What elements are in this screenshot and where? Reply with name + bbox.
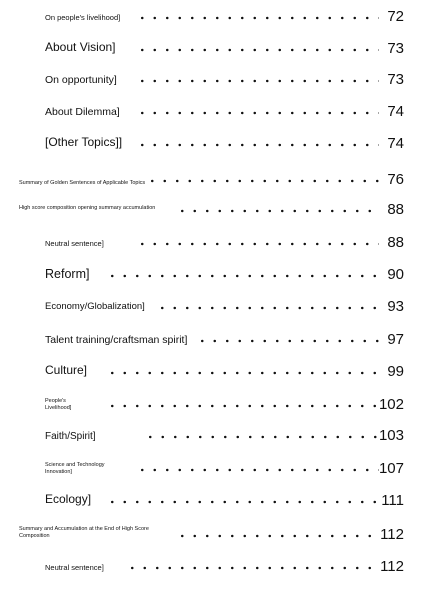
dot-leader	[136, 16, 379, 20]
dot-leader	[106, 274, 379, 278]
toc-entry-label: Science and Technology Innovation]	[45, 462, 105, 475]
toc-entry-page: 97	[387, 331, 404, 348]
dot-leader	[176, 534, 379, 538]
toc-entry-label: [Other Topics]]	[45, 135, 123, 150]
toc-entry-label: Ecology]	[45, 492, 92, 507]
toc-entry-page: 74	[387, 103, 404, 120]
toc-entry-label: High score composition opening summary accumulation	[19, 204, 156, 211]
dot-leader	[106, 371, 379, 375]
toc-entry-label: About Dilemma]	[45, 105, 120, 118]
toc-entry-page: 76	[387, 171, 404, 188]
toc-entry-label: Neutral sentence]	[45, 563, 104, 573]
toc-entry	[0, 325, 429, 349]
dot-leader	[106, 500, 379, 504]
dot-leader	[126, 566, 379, 570]
toc-entry	[0, 388, 429, 414]
dot-leader	[144, 435, 379, 439]
toc-entry-page: 112	[380, 526, 404, 543]
toc-entry-page: 107	[378, 460, 404, 477]
toc-entry-label: Summary of Golden Sentences of Applicable Topics	[19, 179, 146, 186]
dot-leader	[136, 111, 379, 115]
dot-leader	[176, 209, 379, 213]
toc-entry	[0, 129, 429, 153]
toc-entry-label: Summary and Accumulation at the End of High Score Composition	[19, 526, 149, 539]
dot-leader	[106, 404, 379, 408]
toc-entry-label: Neutral sentence]	[45, 239, 104, 249]
toc-entry-page: 112	[380, 558, 404, 575]
toc-entry-page: 88	[387, 234, 404, 251]
dot-leader	[136, 48, 379, 52]
toc-entry-page: 74	[387, 135, 404, 152]
toc-entry	[0, 518, 429, 544]
toc-entry	[0, 292, 429, 316]
toc-entry	[0, 228, 429, 252]
toc-entry-page: 88	[387, 201, 404, 218]
dot-leader	[136, 468, 379, 472]
toc-entry	[0, 163, 429, 189]
toc-entry	[0, 34, 429, 58]
toc-entry-page: 90	[387, 266, 404, 283]
toc-entry-label: Reform]	[45, 266, 90, 281]
dot-leader	[136, 143, 379, 147]
toc-entry	[0, 452, 429, 478]
toc-entry-page: 99	[387, 363, 404, 380]
toc-entry	[0, 195, 429, 219]
toc-entry-label: Culture]	[45, 363, 88, 378]
dot-leader	[136, 79, 379, 83]
toc-entry	[0, 486, 429, 510]
toc-entry	[0, 2, 429, 26]
toc-entry	[0, 552, 429, 576]
dot-leader	[196, 339, 379, 343]
toc-entry	[0, 260, 429, 284]
toc-entry	[0, 421, 429, 445]
toc-entry-label: About Vision]	[45, 40, 116, 55]
toc-entry-label: On opportunity]	[45, 73, 117, 86]
toc-entry-label: Economy/Globalization]	[45, 301, 145, 313]
toc-entry	[0, 357, 429, 381]
toc-entry-label: Talent training/craftsman spirit]	[45, 333, 188, 346]
toc-entry-label: Faith/Spirit]	[45, 430, 96, 442]
toc-entry-page: 72	[387, 8, 404, 25]
toc-entry	[0, 97, 429, 121]
toc-entry-label: On people's livelihood]	[45, 13, 121, 23]
toc-entry-page: 73	[387, 40, 404, 57]
toc-entry-label: People's Livelihood]	[45, 398, 72, 411]
toc-entry-page: 103	[378, 427, 404, 444]
dot-leader	[136, 242, 379, 246]
toc-entry-page: 102	[378, 396, 404, 413]
toc-entry-page: 73	[387, 71, 404, 88]
dot-leader	[146, 179, 379, 183]
toc-entry	[0, 65, 429, 89]
dot-leader	[156, 306, 379, 310]
toc-entry-page: 93	[387, 298, 404, 315]
toc-entry-page: 111	[381, 492, 404, 509]
